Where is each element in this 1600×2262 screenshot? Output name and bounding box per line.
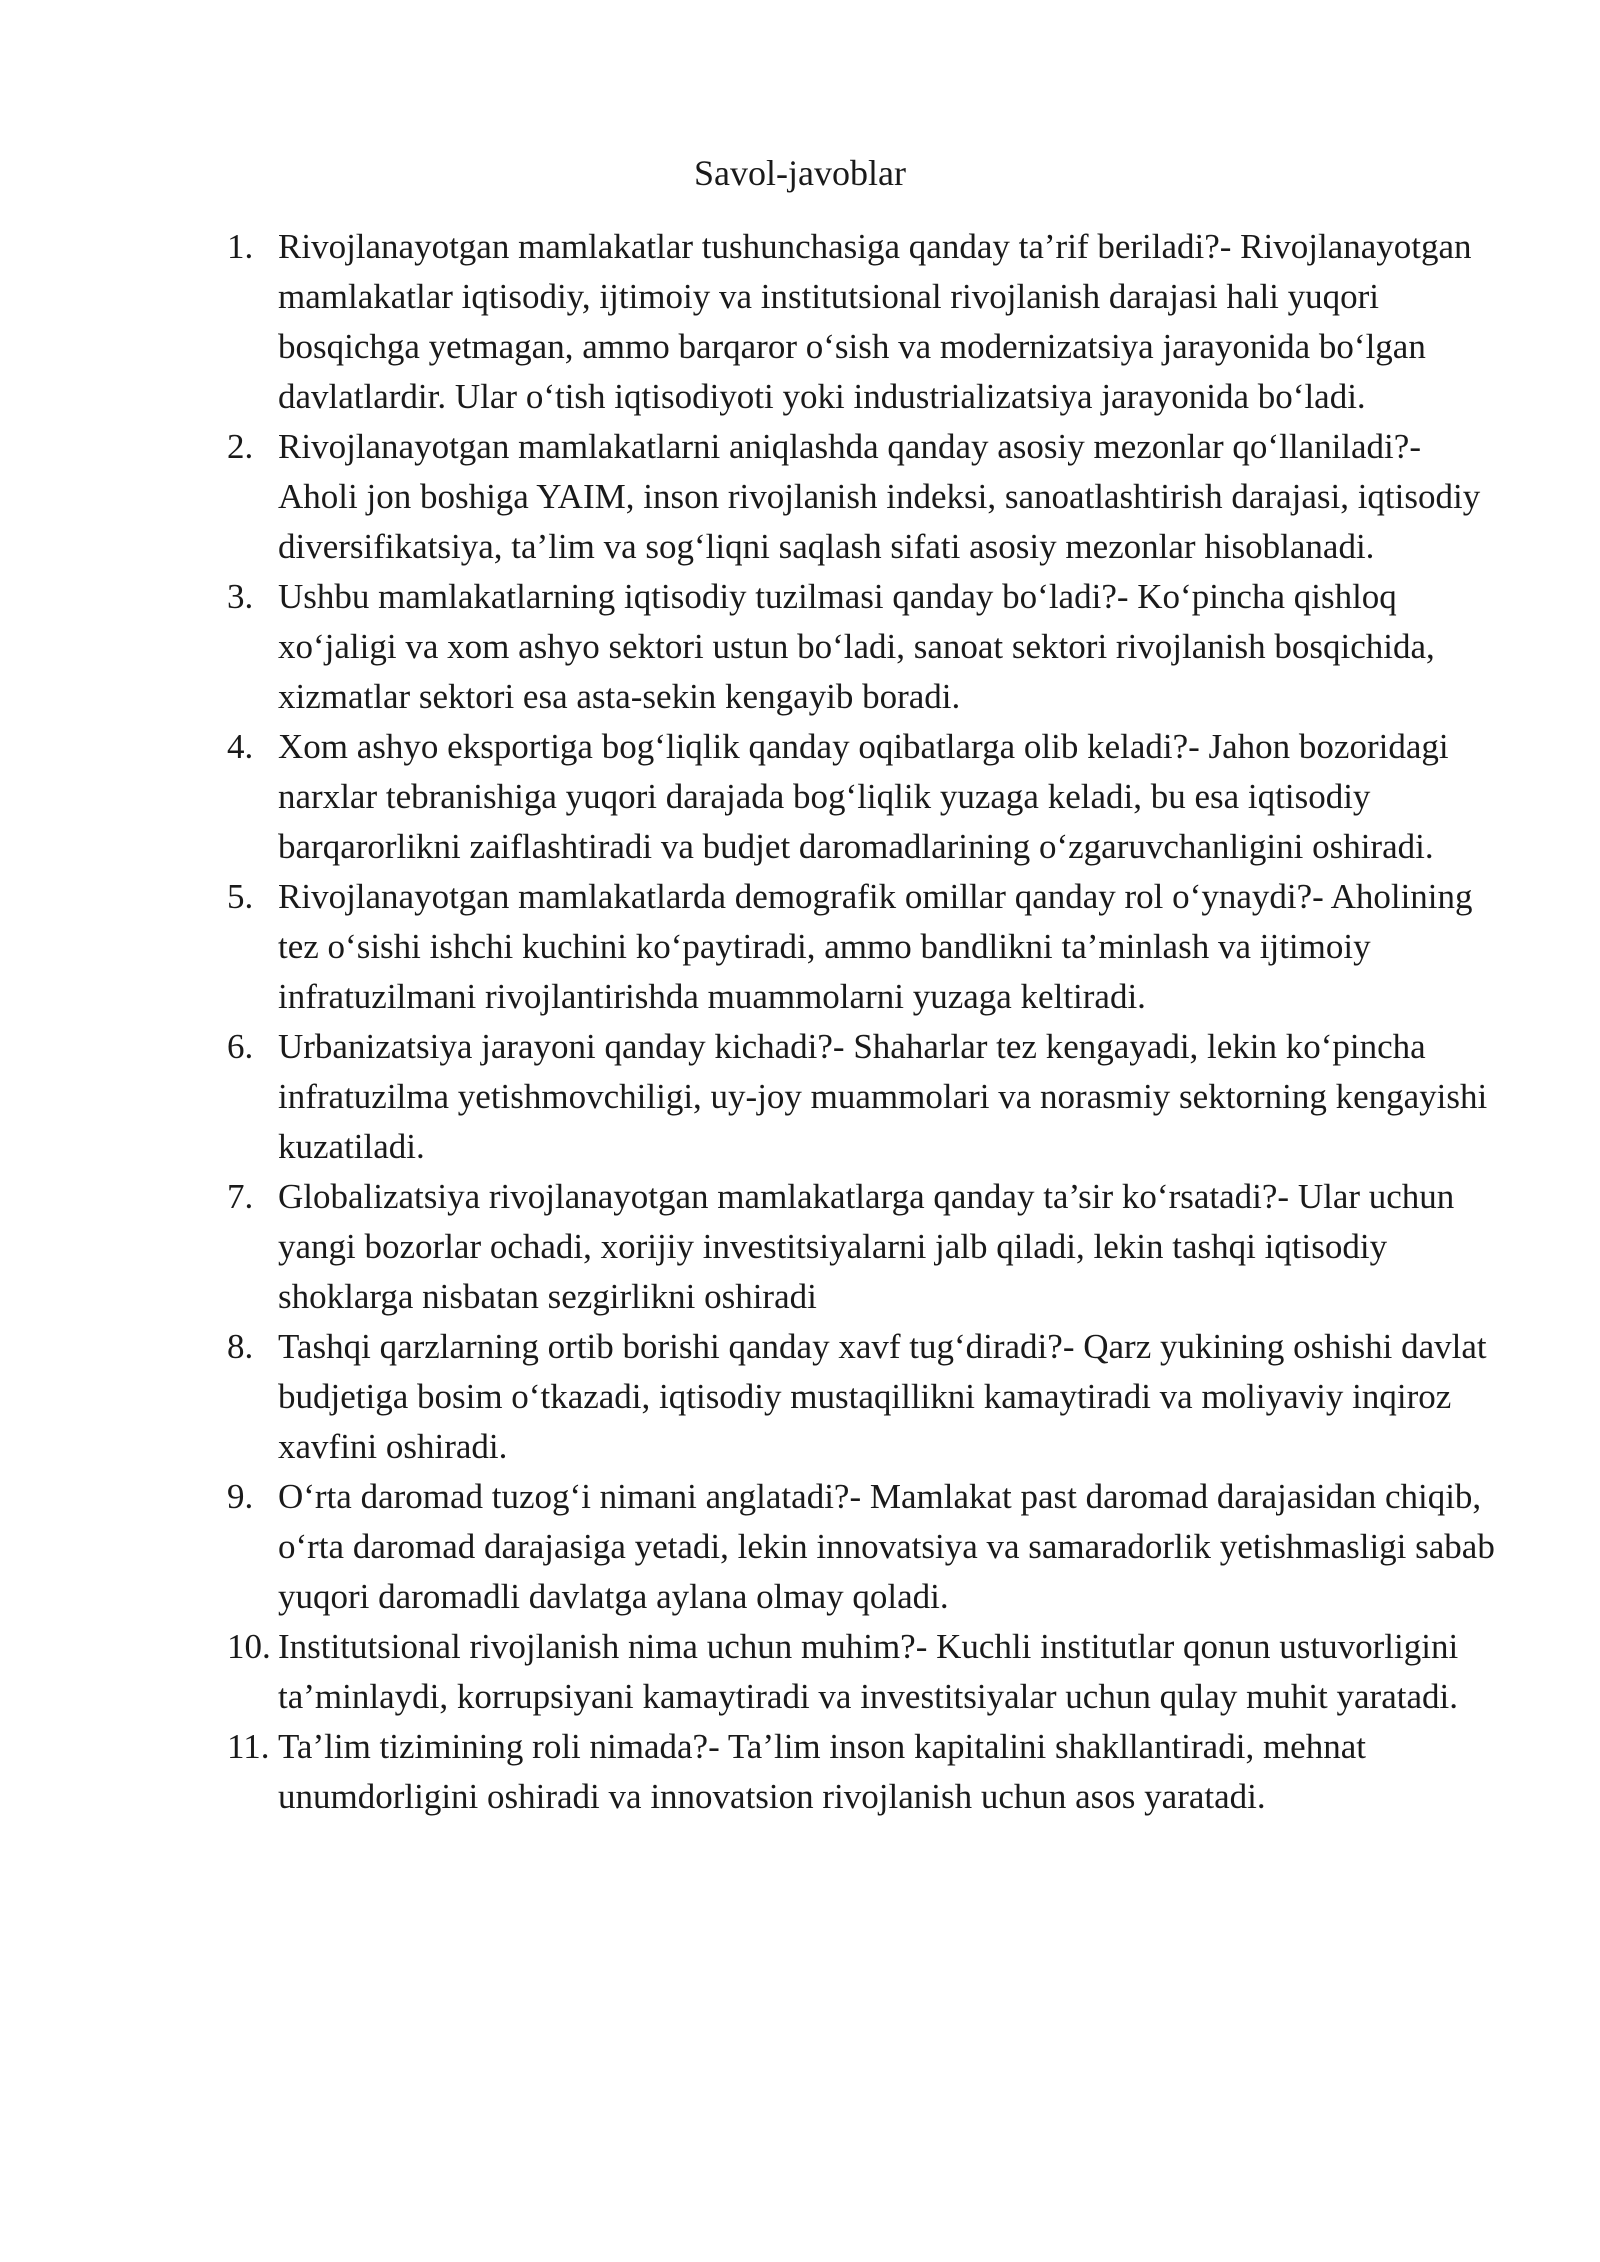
list-item (227, 1722, 1500, 1822)
item-text: Institutsional rivojlanish nima uchun muhim?- Kuchli institutlar qonun ustuvorligini ta’minlaydi, korrupsiyani kamaytiradi va investitsiyalar uchun qulay muhit yaratadi. (278, 1627, 1459, 1716)
item-number: 7. (227, 1177, 254, 1216)
item-number: 4. (227, 727, 254, 766)
item-number: 10. (227, 1627, 271, 1666)
list-item (227, 872, 1500, 1022)
qa-list (227, 222, 1500, 1822)
item-number: 2. (227, 427, 254, 466)
item-number: 5. (227, 877, 254, 916)
list-item (227, 222, 1500, 422)
item-text: Urbanizatsiya jarayoni qanday kichadi?- Shaharlar tez kengayadi, lekin koʻpincha infratuzilma yetishmovchiligi, uy-joy muammolari va norasmiy sektorning kengayishi kuzatiladi. (278, 1027, 1488, 1166)
item-text: Ta’lim tizimining roli nimada?- Ta’lim inson kapitalini shakllantiradi, mehnat unumdorligini oshiradi va innovatsion rivojlanish uchun asos yaratadi. (278, 1727, 1366, 1816)
item-text: Rivojlanayotgan mamlakatlarda demografik omillar qanday rol oʻynaydi?- Aholining tez oʻsishi ishchi kuchini koʻpaytiradi, ammo bandlikni ta’minlash va ijtimoiy infratuzilmani rivojlantirishda muammolarni yuzaga keltiradi. (278, 877, 1473, 1016)
item-text: Oʻrta daromad tuzogʻi nimani anglatadi?- Mamlakat past daromad darajasidan chiqib, oʻrta daromad darajasiga yetadi, lekin innovatsiya va samaradorlik yetishmasligi sabab yuqori daromadli davlatga aylana olmay qoladi. (278, 1477, 1495, 1616)
list-item (227, 572, 1500, 722)
item-text: Xom ashyo eksportiga bogʻliqlik qanday oqibatlarga olib keladi?- Jahon bozoridagi narxlar tebranishiga yuqori darajada bogʻliqlik yuzaga keladi, bu esa iqtisodiy barqarorlikni zaiflashtiradi va budjet daromadlarining oʻzgaruvchanligini oshiradi. (278, 727, 1449, 866)
item-number: 11. (227, 1727, 270, 1766)
list-item (227, 1172, 1500, 1322)
list-item (227, 422, 1500, 572)
list-item (227, 1622, 1500, 1722)
item-text: Rivojlanayotgan mamlakatlarni aniqlashda qanday asosiy mezonlar qoʻllaniladi?- Aholi jon boshiga YAIM, inson rivojlanish indeksi, sanoatlashtirish darajasi, iqtisodiy diversifikatsiya, ta’lim va sogʻliqni saqlash sifati asosiy mezonlar hisoblanadi. (278, 427, 1481, 566)
item-text: Rivojlanayotgan mamlakatlar tushunchasiga qanday ta’rif beriladi?- Rivojlanayotgan mamlakatlar iqtisodiy, ijtimoiy va institutsional rivojlanish darajasi hali yuqori bosqichga yetmagan, ammo barqaror oʻsish va modernizatsiya jarayonida boʻlgan davlatlardir. Ular oʻtish iqtisodiyoti yoki industrializatsiya jarayonida boʻladi. (278, 227, 1472, 416)
list-item (227, 722, 1500, 872)
page-title: Savol-javoblar (694, 153, 906, 193)
item-number: 8. (227, 1327, 254, 1366)
item-text: Tashqi qarzlarning ortib borishi qanday xavf tugʻdiradi?- Qarz yukining oshishi davlat budjetiga bosim oʻtkazadi, iqtisodiy mustaqillikni kamaytiradi va moliyaviy inqiroz xavfini oshiradi. (278, 1327, 1487, 1466)
list-item (227, 1022, 1500, 1172)
list-item (227, 1472, 1500, 1622)
item-text: Ushbu mamlakatlarning iqtisodiy tuzilmasi qanday boʻladi?- Koʻpincha qishloq xoʻjaligi va xom ashyo sektori ustun boʻladi, sanoat sektori rivojlanish bosqichida, xizmatlar sektori esa asta-sekin kengayib boradi. (278, 577, 1435, 716)
item-number: 1. (227, 227, 254, 266)
item-text: Globalizatsiya rivojlanayotgan mamlakatlarga qanday ta’sir koʻrsatadi?- Ular uchun yangi bozorlar ochadi, xorijiy investitsiyalarni jalb qiladi, lekin tashqi iqtisodiy shoklarga nisbatan sezgirlikni oshiradi (278, 1177, 1455, 1316)
item-number: 6. (227, 1027, 254, 1066)
list-item (227, 1322, 1500, 1472)
item-number: 9. (227, 1477, 254, 1516)
item-number: 3. (227, 577, 254, 616)
